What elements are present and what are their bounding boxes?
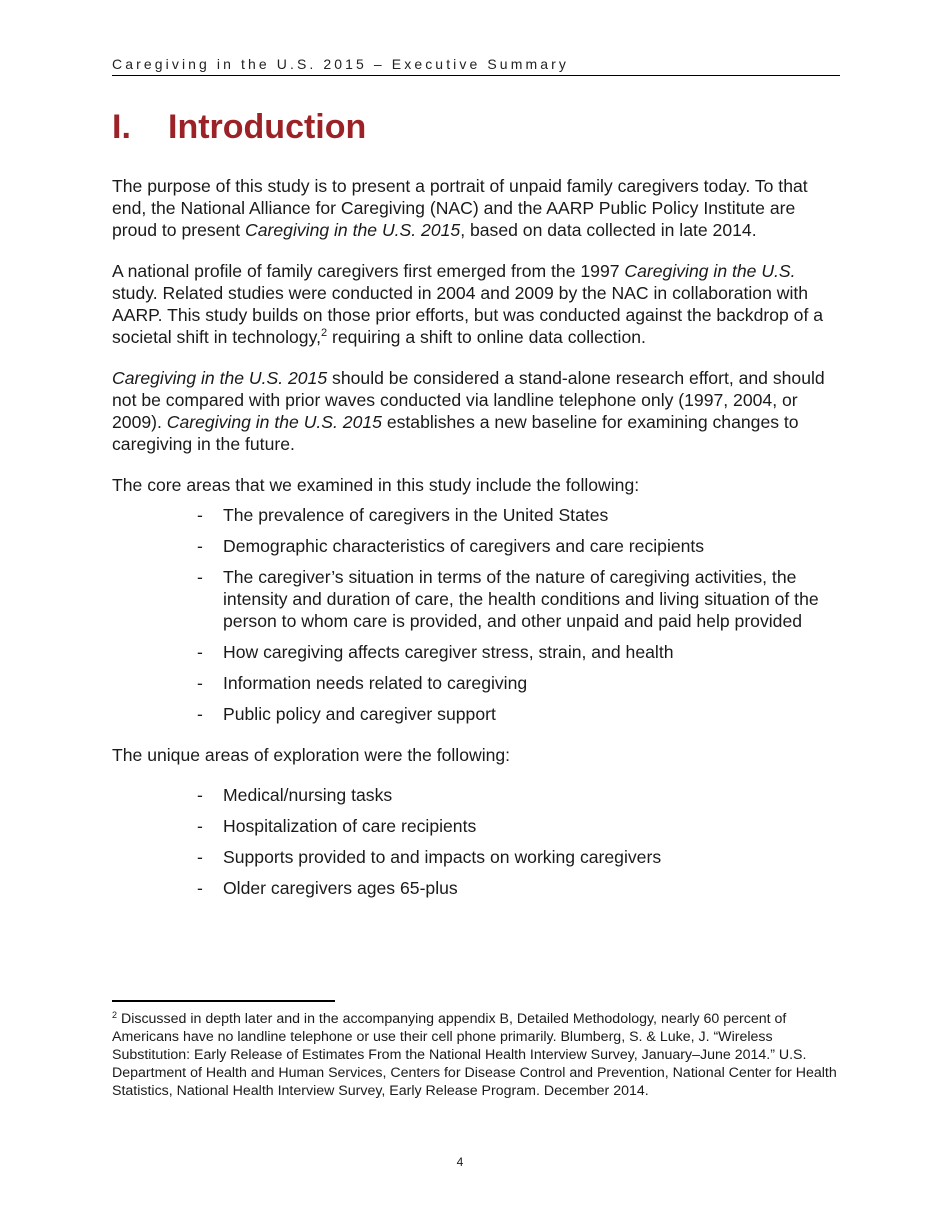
text-run: establishes a new baseline for examining changes to caregiving in the future. <box>112 412 799 454</box>
paragraph-purpose <box>112 175 840 241</box>
list-item-text: Hospitalization of care recipients <box>223 816 477 836</box>
text-run: , based on data collected in late 2014. <box>460 220 757 240</box>
list-item-text: The caregiver’s situation in terms of the nature of caregiving activities, the intensity and duration of care, the health conditions and living situation of the person to whom care is provided, and other unpaid and paid help provided <box>223 567 819 631</box>
bullet-dash: - <box>197 505 203 525</box>
list-item <box>112 877 840 899</box>
text-run: A national profile of family caregivers first emerged from the 1997 <box>112 261 625 281</box>
list-item-text: Public policy and caregiver support <box>223 704 496 724</box>
text-run: study. Related studies were conducted in 2004 and 2009 by the NAC in collaboration with AARP. This study builds on those prior efforts, but was conducted against the backdrop of a societal shift in technology, <box>112 283 824 347</box>
footnote-text: Discussed in depth later and in the accompanying appendix B, Detailed Methodology, nearly 60 percent of Americans have no landline telephone or use their cell phone primarily. Blumberg, S. & Luke, J. “Wireless Substitution: Early Release of Estimates From the National Health Interview Survey, January–June 2014.” U.S. Department of Health and Human Services, Centers for Disease Control and Prevention, National Center for Health Statistics, National Health Interview Survey, Early Release Program. December 2014. <box>112 1011 837 1099</box>
study-title: Caregiving in the U.S. <box>624 261 796 281</box>
list-item-text: Demographic characteristics of caregivers and care recipients <box>223 536 705 556</box>
study-title: Caregiving in the U.S. 2015 <box>245 220 461 240</box>
body-text <box>112 175 840 918</box>
bullet-dash: - <box>197 567 203 587</box>
list-item <box>112 672 840 694</box>
footnote-divider <box>112 1000 335 1002</box>
section-title <box>112 108 366 147</box>
list-item <box>112 641 840 663</box>
paragraph-unique-intro: The unique areas of exploration were the following: <box>112 745 511 765</box>
study-title: Caregiving in the U.S. 2015 <box>166 412 382 432</box>
list-item-text: Information needs related to caregiving <box>223 673 528 693</box>
section-title-text: Introduction <box>168 108 367 146</box>
bullet-dash: - <box>197 673 203 693</box>
footnote-reference[interactable]: 2 <box>320 327 328 339</box>
list-item-text: How caregiving affects caregiver stress, strain, and health <box>223 642 674 662</box>
study-title: Caregiving in the U.S. 2015 <box>112 368 328 388</box>
section-number: I. <box>112 108 131 146</box>
list-item <box>112 504 840 526</box>
bullet-dash: - <box>197 816 203 836</box>
list-item <box>112 566 840 632</box>
list-item <box>112 703 840 725</box>
bullet-dash: - <box>197 785 203 805</box>
paragraph-history <box>112 260 840 348</box>
text-run: requiring a shift to online data collection. <box>327 327 646 347</box>
list-item-text: Older caregivers ages 65-plus <box>223 878 458 898</box>
list-item <box>112 846 840 868</box>
header-divider <box>112 75 840 76</box>
footnote <box>112 1010 842 1100</box>
page-number: 4 <box>456 1155 464 1169</box>
text-run: The purpose of this study is to present a portrait of unpaid family caregivers today. To that end, the National Alliance for Caregiving (NAC) and the AARP Public Policy Institute are proud to present <box>112 176 808 240</box>
bullet-dash: - <box>197 847 203 867</box>
list-item <box>112 784 840 806</box>
bullet-dash: - <box>197 642 203 662</box>
list-item <box>112 535 840 557</box>
list-item <box>112 815 840 837</box>
paragraph-standalone <box>112 367 840 455</box>
footnote-marker: 2 <box>112 1010 118 1020</box>
list-item-text: The prevalence of caregivers in the United States <box>223 505 609 525</box>
bullet-dash: - <box>197 878 203 898</box>
running-header: Caregiving in the U.S. 2015 – Executive Summary <box>112 56 569 72</box>
bullet-dash: - <box>197 536 203 556</box>
list-item-text: Medical/nursing tasks <box>223 785 393 805</box>
paragraph-core-intro: The core areas that we examined in this study include the following: <box>112 475 640 495</box>
unique-areas-list <box>112 774 840 899</box>
list-item-text: Supports provided to and impacts on working caregivers <box>223 847 662 867</box>
text-run: should be considered a stand-alone research effort, and should not be compared with prior waves conducted via landline telephone only (1997, 2004, or 2009). <box>112 368 825 432</box>
bullet-dash: - <box>197 704 203 724</box>
core-areas-list <box>112 504 840 725</box>
